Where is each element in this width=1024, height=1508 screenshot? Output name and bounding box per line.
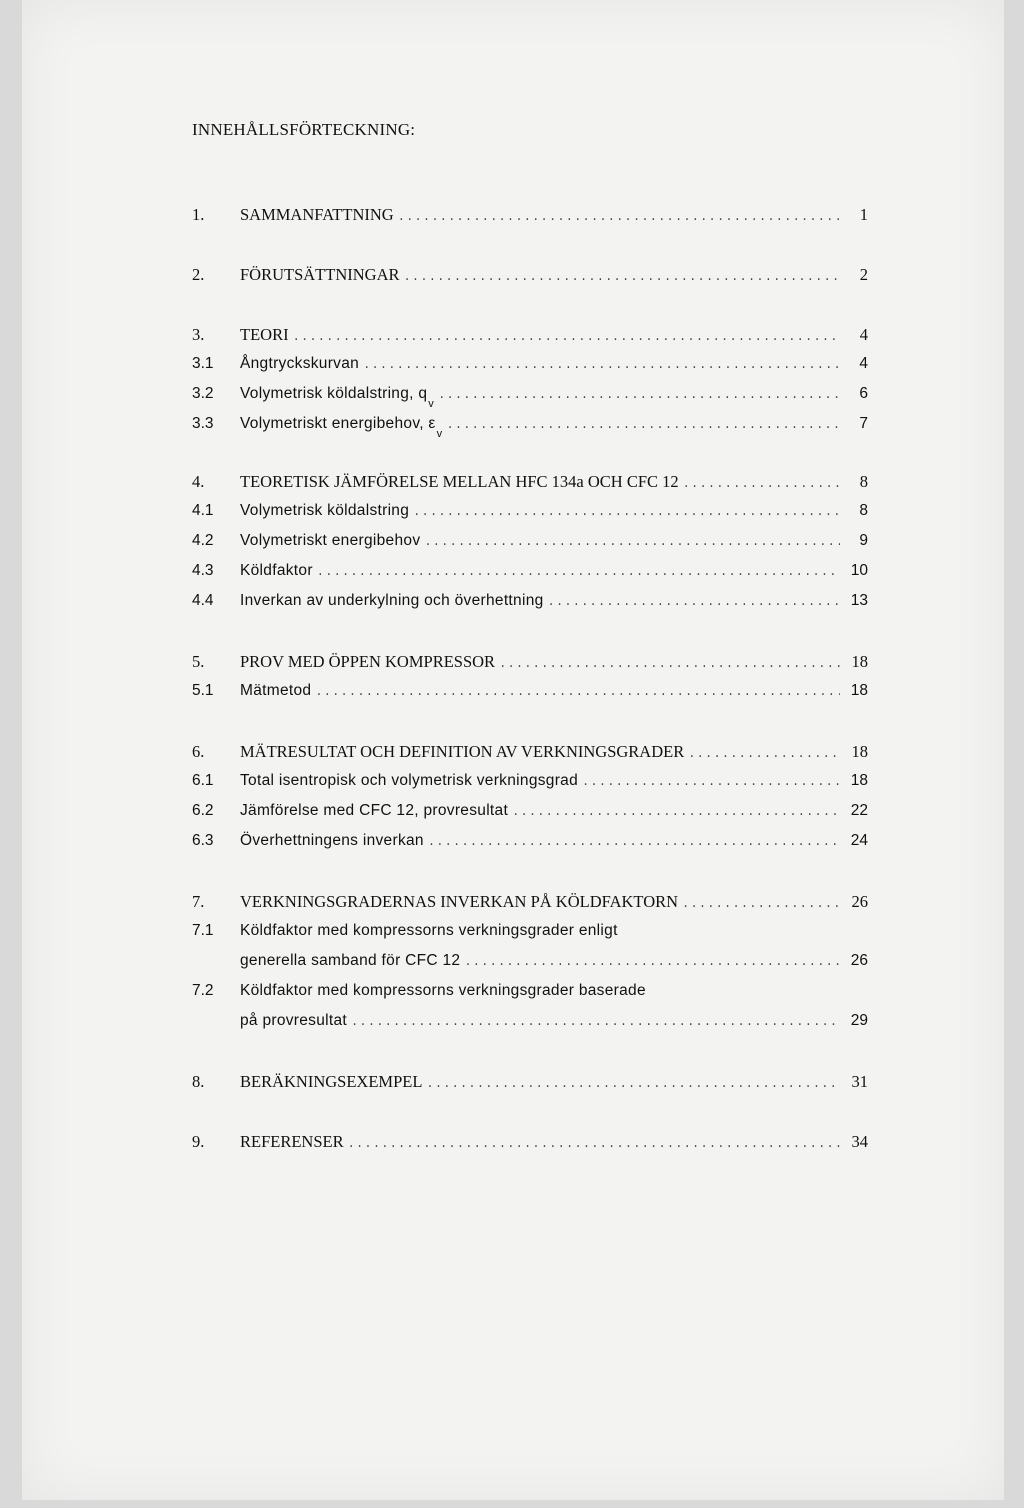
toc-entry-number: 6.2 xyxy=(192,802,214,819)
toc-entry-page-number: 26 xyxy=(851,892,868,911)
toc-entry-title-text: Överhettningens inverkan xyxy=(240,832,424,849)
toc-entry-title-text: Volymetriskt energibehov, ε xyxy=(240,415,436,432)
toc-entry xyxy=(192,415,868,439)
toc-entry-page-number: 8 xyxy=(859,472,868,491)
toc-entry-title-text: Köldfaktor xyxy=(240,562,313,579)
toc-entry-number: 7. xyxy=(192,892,205,911)
toc-entry-title xyxy=(240,385,435,410)
toc-entry-page-number: 4 xyxy=(859,325,868,344)
toc-entry-title-text: VERKNINGSGRADERNAS INVERKAN PÅ KÖLDFAKTORN xyxy=(240,892,679,911)
toc-entry xyxy=(192,742,868,766)
toc-entry-page-number: 4 xyxy=(859,355,868,372)
toc-entry-title-text: Volymetriskt energibehov xyxy=(240,532,421,549)
dot-leader xyxy=(464,955,840,969)
toc-entry-page-number: 18 xyxy=(851,742,868,761)
toc-entry-title xyxy=(240,355,359,373)
toc-entry xyxy=(192,532,868,556)
toc-entry xyxy=(192,952,868,976)
toc-entry-title xyxy=(240,1132,344,1152)
toc-entry-page-number: 22 xyxy=(850,802,868,819)
toc-entry-number: 4.3 xyxy=(192,562,214,579)
toc-entry-number: 6.1 xyxy=(192,772,214,789)
toc-entry-number: 3.1 xyxy=(192,355,214,372)
toc-entry-title xyxy=(240,562,313,580)
toc-entry-title-text: BERÄKNINGSEXEMPEL xyxy=(240,1072,423,1091)
toc-entry xyxy=(192,1072,868,1096)
toc-entry-number: 7.1 xyxy=(192,922,214,939)
dot-leader xyxy=(548,595,840,609)
dot-leader xyxy=(293,330,840,344)
toc-entry xyxy=(192,265,868,289)
dot-leader xyxy=(446,418,840,432)
dot-leader xyxy=(424,535,840,549)
dot-leader xyxy=(317,565,840,579)
toc-entry-number: 7.2 xyxy=(192,982,214,999)
table-of-contents xyxy=(22,0,1004,1500)
toc-entry xyxy=(192,472,868,496)
dot-leader xyxy=(404,270,840,284)
toc-entry xyxy=(192,355,868,379)
toc-entry xyxy=(192,892,868,916)
toc-entry-number: 8. xyxy=(192,1072,205,1091)
toc-entry-number: 2. xyxy=(192,265,205,284)
toc-entry-title xyxy=(240,265,400,285)
document-page xyxy=(22,0,1004,1500)
toc-heading: INNEHÅLLSFÖRTECKNING: xyxy=(192,120,416,139)
toc-entry-title-text: Volymetrisk köldalstring, q xyxy=(240,385,428,402)
toc-entry xyxy=(192,592,868,616)
toc-entry-number: 3.3 xyxy=(192,415,214,432)
toc-entry-title-text: generella samband för CFC 12 xyxy=(240,952,461,969)
toc-entry-number: 3. xyxy=(192,325,205,344)
toc-entry-page-number: 18 xyxy=(851,652,868,671)
dot-leader xyxy=(499,657,840,671)
toc-entry-title xyxy=(240,325,289,345)
dot-leader xyxy=(683,477,840,491)
toc-entry-title-text: REFERENSER xyxy=(240,1132,344,1151)
dot-leader xyxy=(512,805,840,819)
toc-entry-page-number: 1 xyxy=(859,205,868,224)
toc-entry-title xyxy=(240,532,420,550)
toc-entry xyxy=(192,982,868,1006)
toc-entry-title-text: Jämförelse med CFC 12, provresultat xyxy=(240,802,509,819)
toc-entry-page-number: 8 xyxy=(859,502,868,519)
toc-entry-number: 1. xyxy=(192,205,205,224)
toc-entry-subscript: v xyxy=(436,428,443,440)
toc-entry-number: 4. xyxy=(192,472,205,491)
toc-entry-title xyxy=(240,502,409,520)
toc-entry-title xyxy=(240,922,618,940)
toc-entry-title-text: TEORI xyxy=(240,325,289,344)
toc-entry-page-number: 24 xyxy=(850,832,868,849)
toc-entry-page-number: 6 xyxy=(859,385,868,402)
toc-entry-subscript: v xyxy=(428,398,435,410)
toc-entry-title xyxy=(240,892,678,912)
toc-entry-title xyxy=(240,652,495,672)
toc-entry-page-number: 31 xyxy=(851,1072,868,1091)
dot-leader xyxy=(363,358,840,372)
toc-entry-title xyxy=(240,982,646,1000)
toc-entry xyxy=(192,832,868,856)
toc-entry-title xyxy=(240,832,424,850)
toc-entry xyxy=(192,922,868,946)
toc-entry-number: 5.1 xyxy=(192,682,214,699)
toc-entry-number: 6. xyxy=(192,742,205,761)
dot-leader xyxy=(351,1015,840,1029)
toc-entry-title xyxy=(240,472,679,492)
dot-leader xyxy=(398,210,840,224)
toc-entry-title xyxy=(240,592,544,610)
toc-entry-title xyxy=(240,772,578,790)
toc-entry-number: 9. xyxy=(192,1132,205,1151)
toc-entry xyxy=(192,772,868,796)
toc-entry-title-text: TEORETISK JÄMFÖRELSE MELLAN HFC 134a OCH CFC 12 xyxy=(240,472,679,491)
toc-entry-page-number: 9 xyxy=(859,532,868,549)
toc-entry-title xyxy=(240,742,684,762)
toc-entry-title xyxy=(240,1012,347,1030)
dot-leader xyxy=(438,388,840,402)
toc-entry-number: 6.3 xyxy=(192,832,214,849)
toc-entry-page-number: 10 xyxy=(850,562,868,579)
toc-entry-title-text: på provresultat xyxy=(240,1012,348,1029)
toc-entry-page-number: 2 xyxy=(859,265,868,284)
toc-entry-title-text: Köldfaktor med kompressorns verkningsgrader baserade xyxy=(240,982,646,999)
toc-entry-title xyxy=(240,1072,422,1092)
toc-entry-page-number: 29 xyxy=(850,1012,868,1029)
dot-leader xyxy=(315,685,840,699)
toc-entry xyxy=(192,385,868,409)
dot-leader xyxy=(682,897,840,911)
dot-leader xyxy=(426,1077,840,1091)
toc-entry-page-number: 26 xyxy=(850,952,868,969)
toc-entry-title xyxy=(240,205,394,225)
toc-entry xyxy=(192,802,868,826)
dot-leader xyxy=(688,747,840,761)
toc-entry-title xyxy=(240,802,508,820)
dot-leader xyxy=(413,505,840,519)
toc-entry xyxy=(192,325,868,349)
dot-leader xyxy=(348,1137,840,1151)
toc-entry xyxy=(192,1012,868,1036)
toc-entry-title-text: SAMMANFATTNING xyxy=(240,205,394,224)
toc-entry-title-text: PROV MED ÖPPEN KOMPRESSOR xyxy=(240,652,496,671)
toc-entry-title-text: Inverkan av underkylning och överhettning xyxy=(240,592,544,609)
toc-entry-number: 4.4 xyxy=(192,592,214,609)
toc-entry-page-number: 18 xyxy=(850,682,868,699)
toc-entry-title-text: MÄTRESULTAT OCH DEFINITION AV VERKNINGSGRADER xyxy=(240,742,685,761)
toc-entry xyxy=(192,1132,868,1156)
toc-entry-title-text: Ångtryckskurvan xyxy=(240,355,360,372)
toc-entry-title-text: Volymetrisk köldalstring xyxy=(240,502,410,519)
toc-entry-page-number: 13 xyxy=(850,592,868,609)
toc-entry xyxy=(192,502,868,526)
toc-entry-number: 4.2 xyxy=(192,532,214,549)
toc-entry-title-text: Total isentropisk och volymetrisk verkningsgrad xyxy=(240,772,579,789)
dot-leader xyxy=(582,775,840,789)
toc-entry-title xyxy=(240,682,311,700)
toc-entry xyxy=(192,205,868,229)
toc-entry-page-number: 18 xyxy=(850,772,868,789)
toc-entry xyxy=(192,652,868,676)
toc-entry-title-text: Mätmetod xyxy=(240,682,312,699)
toc-entry-title xyxy=(240,952,460,970)
dot-leader xyxy=(428,835,840,849)
toc-entry-number: 4.1 xyxy=(192,502,214,519)
toc-entry xyxy=(192,562,868,586)
toc-entry xyxy=(192,682,868,706)
toc-entry-title-text: Köldfaktor med kompressorns verkningsgrader enligt xyxy=(240,922,618,939)
toc-entry-title xyxy=(240,415,443,440)
toc-entry-number: 3.2 xyxy=(192,385,214,402)
toc-entry-number: 5. xyxy=(192,652,205,671)
toc-entry-page-number: 7 xyxy=(859,415,868,432)
toc-entry-title-text: FÖRUTSÄTTNINGAR xyxy=(240,265,400,284)
toc-entry-page-number: 34 xyxy=(851,1132,868,1151)
